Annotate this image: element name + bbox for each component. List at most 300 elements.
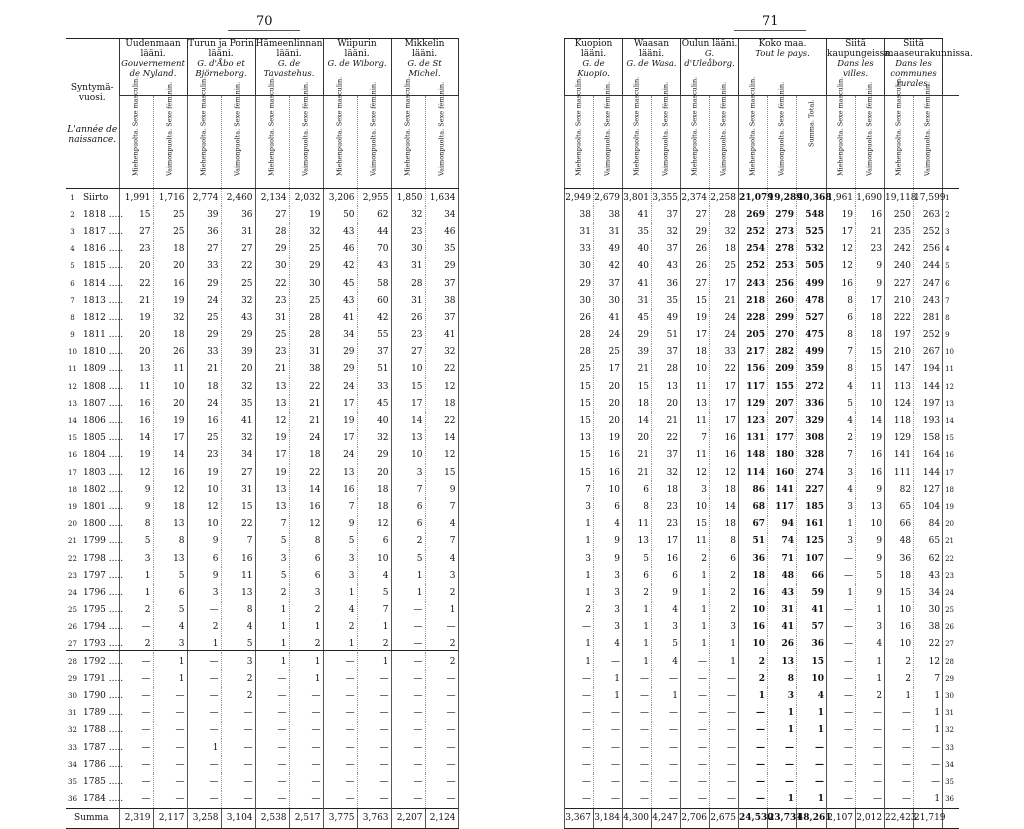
cell-value: 32 — [652, 223, 681, 240]
cell-value: 244 — [914, 258, 943, 275]
cell-value: 18 — [856, 309, 885, 326]
cell-value: 1,690 — [856, 189, 885, 207]
cell-value: — — [565, 670, 594, 687]
cell-value: 197 — [914, 395, 943, 412]
cell-value: 30 — [255, 258, 289, 275]
cell-value: 9 — [119, 498, 153, 515]
cell-value: 37 — [425, 275, 458, 292]
cell-value: 13 — [768, 653, 797, 670]
cell-value: — — [797, 739, 827, 756]
cell-value: 10 — [681, 361, 710, 378]
cell-value: 1 — [914, 791, 943, 809]
birth-year: 1794 ..... — [83, 622, 124, 633]
cell-value: 209 — [768, 361, 797, 378]
row-number: 8 — [943, 309, 959, 326]
cell-value: 13 — [391, 430, 425, 447]
cell-value: — — [255, 739, 289, 756]
cell-value: 3 — [565, 498, 594, 515]
cell-value: 29 — [221, 327, 255, 344]
table-row — [565, 791, 959, 809]
cell-value: 62 — [914, 550, 943, 567]
birth-year: 1789 ..... — [83, 708, 124, 719]
cell-value: 18 — [885, 567, 914, 584]
cell-value: 20 — [221, 361, 255, 378]
cell-value: — — [827, 550, 856, 567]
table-row — [66, 584, 458, 601]
row-number: 28 — [68, 657, 77, 666]
cell-value: 308 — [797, 430, 827, 447]
cell-value: — — [221, 773, 255, 790]
birth-year: 1790 ..... — [83, 691, 124, 702]
cell-value: 13 — [856, 498, 885, 515]
cell-value: 3 — [153, 636, 187, 653]
row-number: 36 — [943, 791, 959, 809]
birth-year: 1814 ..... — [83, 278, 124, 289]
cell-value: 7 — [914, 670, 943, 687]
cell-value: 1 — [565, 567, 594, 584]
cell-value: 8 — [221, 602, 255, 619]
cell-value: 41 — [323, 309, 357, 326]
cell-value: 37 — [652, 344, 681, 361]
cell-value: — — [425, 705, 458, 722]
cell-value: 21 — [289, 395, 323, 412]
row-number: 27 — [943, 636, 959, 653]
cell-value: 1 — [856, 670, 885, 687]
cell-value: 1 — [391, 567, 425, 584]
cell-value: 4 — [827, 412, 856, 429]
cell-value: 273 — [768, 223, 797, 240]
cell-value: 5 — [255, 567, 289, 584]
cell-value: 12 — [119, 464, 153, 481]
cell-value: 31 — [594, 223, 623, 240]
cell-value: 1,991 — [119, 189, 153, 207]
cell-value: 222 — [885, 309, 914, 326]
cell-value: 23 — [391, 223, 425, 240]
cell-value: 23 — [119, 241, 153, 258]
cell-value: 10 — [391, 361, 425, 378]
cell-value: — — [357, 670, 391, 687]
cell-value: 2 — [221, 670, 255, 687]
cell-value: 14 — [856, 412, 885, 429]
cell-value: — — [323, 705, 357, 722]
cell-value: 2 — [885, 670, 914, 687]
cell-value: — — [565, 705, 594, 722]
cell-value: 13 — [681, 395, 710, 412]
cell-value: — — [623, 739, 652, 756]
female-col-header — [357, 81, 391, 189]
cell-value: 50 — [323, 206, 357, 223]
cell-value: 37 — [594, 275, 623, 292]
summa-value: 2,517 — [289, 808, 323, 828]
cell-value: 177 — [768, 430, 797, 447]
birth-year: 1809 ..... — [83, 364, 124, 375]
cell-value: 129 — [739, 395, 768, 412]
cell-value: 22 — [425, 361, 458, 378]
cell-value: 25 — [187, 430, 221, 447]
cell-value: 20 — [594, 378, 623, 395]
row-number: 12 — [943, 378, 959, 395]
cell-value: — — [827, 619, 856, 636]
cell-value: 1 — [119, 567, 153, 584]
cell-value: 16 — [187, 412, 221, 429]
cell-value: 3 — [119, 550, 153, 567]
cell-value: — — [710, 791, 739, 809]
cell-value: 19 — [119, 309, 153, 326]
cell-value: 31 — [391, 292, 425, 309]
cell-value: 1 — [856, 602, 885, 619]
cell-value: 18 — [710, 516, 739, 533]
table-row — [565, 636, 959, 653]
cell-value: — — [710, 756, 739, 773]
cell-value: 527 — [797, 309, 827, 326]
cell-value: 15 — [565, 464, 594, 481]
cell-value: 10 — [391, 447, 425, 464]
cell-value: 1 — [425, 602, 458, 619]
cell-value: 9 — [856, 584, 885, 601]
cell-value: 65 — [914, 533, 943, 550]
cell-value: 279 — [768, 206, 797, 223]
male-col-header-text: Miehenpuolta. Sexe masculin. — [267, 76, 276, 176]
cell-value: 20 — [153, 258, 187, 275]
cell-value: 12 — [187, 498, 221, 515]
cell-value: 32 — [425, 344, 458, 361]
row-number: 22 — [943, 550, 959, 567]
cell-value: 1 — [652, 687, 681, 704]
female-col-header-text: Vaimonpuolta. Sexe féminin. — [437, 81, 446, 176]
cell-value: — — [623, 773, 652, 790]
cell-value: 31 — [255, 309, 289, 326]
summa-value: 3,775 — [323, 808, 357, 828]
cell-value: 3 — [827, 498, 856, 515]
cell-value: 5 — [391, 550, 425, 567]
cell-value: 19 — [187, 464, 221, 481]
row-number: 25 — [943, 602, 959, 619]
male-col-header — [565, 76, 594, 189]
cell-value: 20 — [652, 395, 681, 412]
cell-value: — — [357, 791, 391, 809]
cell-value: 22 — [425, 412, 458, 429]
cell-value: 36 — [739, 550, 768, 567]
cell-value: 1 — [153, 653, 187, 670]
cell-value: 15 — [565, 412, 594, 429]
row-number: 24 — [943, 584, 959, 601]
cell-value: 22 — [289, 464, 323, 481]
cell-value: 1 — [710, 653, 739, 670]
cell-value: — — [914, 739, 943, 756]
cell-value: 6 — [623, 481, 652, 498]
cell-value: — — [885, 705, 914, 722]
cell-value: 41 — [594, 309, 623, 326]
table-row — [66, 206, 458, 223]
cell-value: 3 — [391, 464, 425, 481]
cell-value: 70 — [357, 241, 391, 258]
cell-value: — — [827, 722, 856, 739]
cell-value: 41 — [221, 412, 255, 429]
table-row — [565, 773, 959, 790]
male-col-header-text: Miehenpuolta. Sexe masculin. — [632, 76, 641, 176]
cell-value: 25 — [710, 258, 739, 275]
cell-value: 4 — [425, 516, 458, 533]
table-row — [66, 791, 458, 809]
cell-value: 5 — [221, 636, 255, 653]
row-number: 32 — [68, 726, 77, 735]
cell-value: 1 — [594, 670, 623, 687]
cell-value: 24 — [289, 430, 323, 447]
cell-value: — — [391, 653, 425, 670]
cell-value: 118 — [885, 412, 914, 429]
cell-value: 1 — [323, 636, 357, 653]
region-name: Siitä kaupungeissa. — [827, 39, 893, 59]
cell-value: 29 — [323, 344, 357, 361]
cell-value: 23 — [652, 498, 681, 515]
female-col-header-text: Vaimonpuolta. Sexe féminin. — [719, 81, 728, 176]
cell-value: 2 — [357, 636, 391, 653]
cell-value: 161 — [797, 516, 827, 533]
cell-value: — — [594, 756, 623, 773]
cell-value: — — [391, 791, 425, 809]
cell-value: — — [827, 791, 856, 809]
table-row — [66, 653, 458, 670]
cell-value: 252 — [914, 327, 943, 344]
cell-value: 1 — [565, 533, 594, 550]
cell-value: 548 — [797, 206, 827, 223]
cell-value: 107 — [797, 550, 827, 567]
cell-value: 1 — [797, 791, 827, 809]
cell-value: 18 — [681, 344, 710, 361]
region-header-0 — [565, 39, 623, 96]
male-col-header — [681, 76, 710, 189]
cell-value: 32 — [221, 292, 255, 309]
cell-value: 25 — [255, 327, 289, 344]
cell-value: — — [681, 705, 710, 722]
cell-value: — — [119, 791, 153, 809]
table-row — [565, 705, 959, 722]
cell-value: 2,679 — [594, 189, 623, 207]
male-col-header — [119, 76, 153, 189]
cell-value: 2 — [323, 619, 357, 636]
cell-value: 38 — [289, 361, 323, 378]
cell-value: — — [357, 739, 391, 756]
cell-value: 31 — [623, 292, 652, 309]
row-number: 17 — [68, 468, 77, 477]
cell-value: 20 — [119, 327, 153, 344]
row-number: 9 — [943, 327, 959, 344]
table-row — [66, 773, 458, 790]
cell-value: 19 — [255, 430, 289, 447]
cell-value: 32 — [652, 464, 681, 481]
cell-value: 328 — [797, 447, 827, 464]
birth-year: 1816 ..... — [83, 244, 124, 255]
cell-value: 5 — [119, 533, 153, 550]
cell-value: — — [565, 739, 594, 756]
cell-value: 499 — [797, 275, 827, 292]
cell-value: 32 — [289, 223, 323, 240]
birth-year: 1784 ..... — [83, 794, 124, 805]
cell-value: 197 — [885, 327, 914, 344]
cell-value: — — [565, 773, 594, 790]
table-row — [66, 327, 458, 344]
cell-value: — — [323, 773, 357, 790]
cell-value: 6 — [391, 516, 425, 533]
cell-value: 281 — [914, 309, 943, 326]
row-number: 35 — [68, 777, 77, 786]
cell-value: 14 — [119, 430, 153, 447]
cell-value: — — [623, 756, 652, 773]
row-number: 9 — [70, 331, 75, 340]
row-number: 12 — [68, 382, 77, 391]
cell-value: — — [187, 773, 221, 790]
row-number: 1 — [943, 189, 959, 207]
cell-value: 9 — [856, 550, 885, 567]
cell-value: — — [391, 705, 425, 722]
cell-value: 25 — [187, 309, 221, 326]
cell-value: — — [119, 705, 153, 722]
cell-value: — — [797, 773, 827, 790]
cell-value: — — [187, 687, 221, 704]
female-col-header — [594, 81, 623, 189]
cell-value: — — [289, 756, 323, 773]
cell-value: 8 — [768, 670, 797, 687]
bottom-rule — [66, 650, 458, 651]
cell-value: 1 — [565, 516, 594, 533]
male-col-header-text: Miehenpuolta. Sexe masculin. — [690, 76, 699, 176]
cell-value: 4 — [797, 687, 827, 704]
row-number: 16 — [943, 447, 959, 464]
cell-value: — — [739, 705, 768, 722]
cell-value: — — [323, 756, 357, 773]
cell-value: 18 — [357, 498, 391, 515]
page-right — [512, 0, 1024, 824]
cell-value: 1 — [357, 653, 391, 670]
cell-value: — — [594, 773, 623, 790]
cell-value: 51 — [357, 361, 391, 378]
row-number: 31 — [943, 705, 959, 722]
cell-value: — — [119, 687, 153, 704]
cell-value: 2 — [710, 584, 739, 601]
region-name: Hämeenlinnan lääni. — [255, 39, 323, 59]
cell-value: 40,368 — [797, 189, 827, 207]
cell-value: — — [739, 773, 768, 790]
cell-value: 32 — [221, 430, 255, 447]
male-col-header — [885, 76, 914, 189]
cell-value: — — [827, 636, 856, 653]
cell-value: 210 — [885, 344, 914, 361]
cell-value: 10 — [357, 550, 391, 567]
cell-value: 1 — [594, 687, 623, 704]
cell-value: — — [827, 602, 856, 619]
cell-value: — — [652, 722, 681, 739]
cell-value: 42 — [323, 258, 357, 275]
region-name-fr: G. de St Michel. — [407, 59, 442, 79]
cell-value: — — [391, 773, 425, 790]
cell-value: 7 — [425, 498, 458, 515]
cell-value: 10 — [187, 516, 221, 533]
cell-value: 19 — [153, 292, 187, 309]
cell-value: 8 — [119, 516, 153, 533]
summa-value: 21,719 — [914, 808, 943, 828]
cell-value: 158 — [914, 430, 943, 447]
region-name-fr: G. de Tavastehus. — [263, 59, 315, 79]
total-col-header-text: Summa. Total. — [807, 100, 816, 148]
row-number: 11 — [68, 365, 77, 374]
cell-value: 27 — [221, 464, 255, 481]
cell-value: 28 — [391, 275, 425, 292]
region-name-fr: G. de Wasa. — [626, 59, 677, 69]
cell-value: 25 — [153, 206, 187, 223]
cell-value: 180 — [768, 447, 797, 464]
cell-value: 33 — [187, 344, 221, 361]
cell-value: 20 — [357, 464, 391, 481]
cell-value: 19 — [827, 206, 856, 223]
cell-value: 22 — [221, 258, 255, 275]
cell-value: — — [187, 705, 221, 722]
cell-value: 22 — [710, 361, 739, 378]
summa-value: 2,207 — [391, 808, 425, 828]
cell-value: 3 — [323, 550, 357, 567]
cell-value: 336 — [797, 395, 827, 412]
summa-value: 2,319 — [119, 808, 153, 828]
cell-value: — — [119, 619, 153, 636]
cell-value: 7 — [827, 344, 856, 361]
cell-value: — — [391, 602, 425, 619]
cell-value: 51 — [739, 533, 768, 550]
cell-value: 2 — [710, 602, 739, 619]
male-col-header — [827, 76, 856, 189]
cell-value: — — [739, 722, 768, 739]
table-row — [565, 275, 959, 292]
table-row — [66, 241, 458, 258]
cell-value: 28 — [652, 361, 681, 378]
corner-cell — [66, 39, 119, 189]
cell-value: 36 — [187, 223, 221, 240]
cell-value: — — [391, 670, 425, 687]
cell-value: 1 — [914, 722, 943, 739]
row-number: 22 — [68, 554, 77, 563]
cell-value: 2 — [289, 602, 323, 619]
cell-value: 1 — [739, 687, 768, 704]
cell-value: 17 — [710, 395, 739, 412]
cell-value: — — [391, 756, 425, 773]
cell-value: 525 — [797, 223, 827, 240]
row-number: 24 — [68, 588, 77, 597]
cell-value: 10 — [797, 670, 827, 687]
cell-value: 8 — [827, 292, 856, 309]
cell-value: 2 — [391, 533, 425, 550]
cell-value: 2,460 — [221, 189, 255, 207]
cell-value: 5 — [255, 533, 289, 550]
female-col-header — [710, 81, 739, 189]
cell-value: — — [289, 773, 323, 790]
cell-value: 193 — [914, 412, 943, 429]
cell-value: 144 — [914, 378, 943, 395]
cell-value: 35 — [652, 292, 681, 309]
table-row — [565, 498, 959, 515]
table-row — [66, 516, 458, 533]
female-col-header — [221, 81, 255, 189]
cell-value: 15 — [623, 378, 652, 395]
region-header-1 — [623, 39, 681, 96]
cell-value: 17 — [681, 327, 710, 344]
cell-value: 1 — [768, 705, 797, 722]
cell-value: 42 — [594, 258, 623, 275]
cell-value: 66 — [797, 567, 827, 584]
row-number: 13 — [943, 395, 959, 412]
cell-value: 15 — [856, 361, 885, 378]
cell-value: — — [323, 670, 357, 687]
male-col-header-text: Miehenpuolta. Sexe masculin. — [335, 76, 344, 176]
cell-value: 16 — [119, 412, 153, 429]
cell-value: — — [357, 705, 391, 722]
